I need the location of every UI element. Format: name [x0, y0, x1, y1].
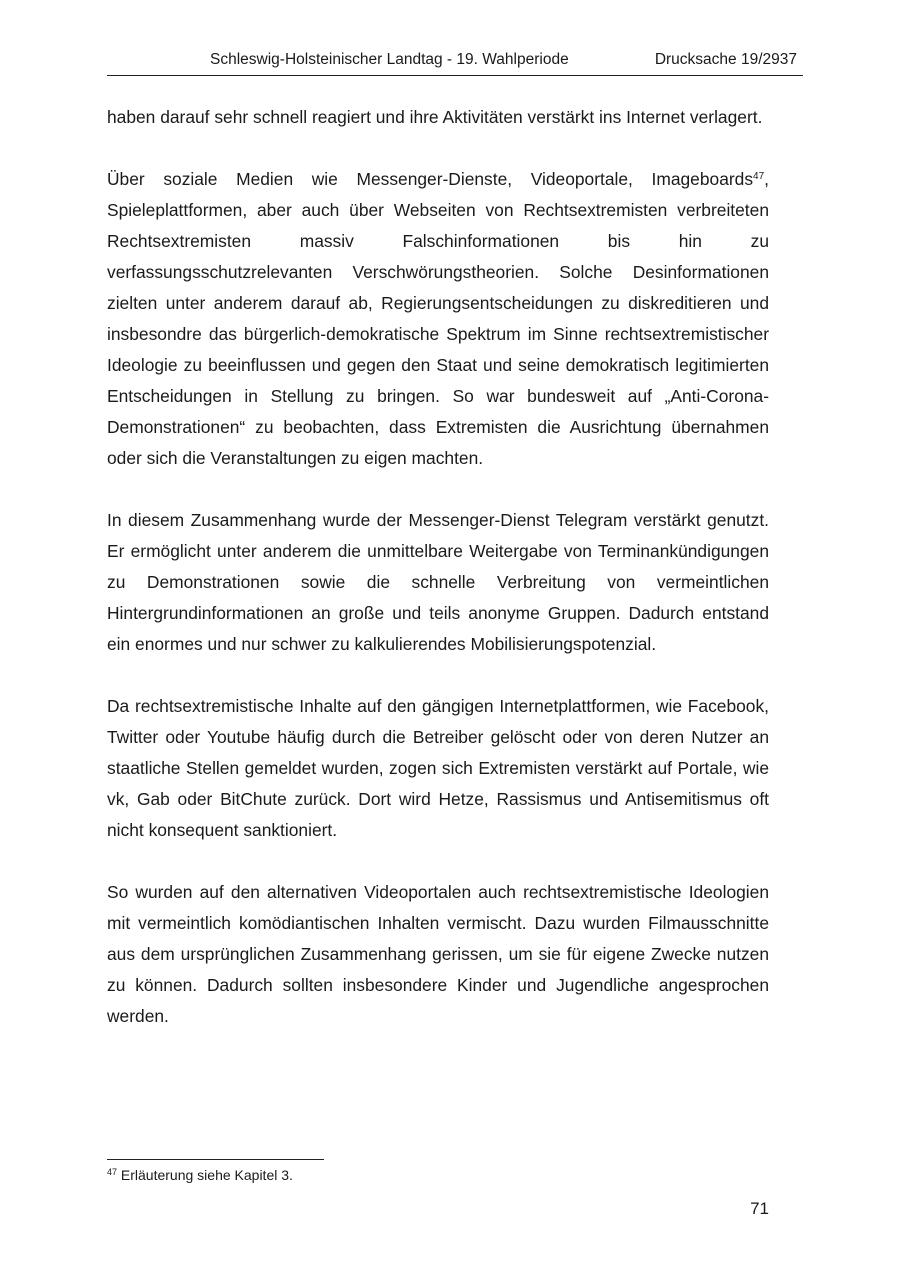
footnote-divider	[107, 1159, 324, 1160]
paragraph-2-text-before: Über soziale Medien wie Messenger-Dienste, Videoportale, Imageboards	[107, 169, 754, 189]
header-title: Schleswig-Holsteinischer Landtag - 19. Wahlperiode	[210, 51, 569, 68]
footnote	[107, 1167, 293, 1183]
footnote-text: Erläuterung siehe Kapitel 3.	[117, 1167, 293, 1183]
paragraph-1: haben darauf sehr schnell reagiert und ihre Aktivitäten verstärkt ins Internet verlagert.	[107, 107, 763, 127]
header-doc-number: Drucksache 19/2937	[654, 51, 797, 68]
paragraph-2	[107, 164, 769, 474]
footnote-number: 47	[107, 1167, 118, 1177]
main-text	[107, 102, 769, 1063]
header-divider	[107, 75, 803, 76]
footnote-reference[interactable]: 47	[753, 171, 765, 182]
page-header	[107, 51, 803, 73]
paragraph-3: In diesem Zusammenhang wurde der Messenger-Dienst Telegram verstärkt genutzt. Er ermöglicht unter anderem die unmittelbare Weitergabe von Terminankündigungen zu Demonstrationen sowie die schnelle Verbreitung von vermeintlichen Hintergrundinformationen an große und teils anonyme Gruppen. Dadurch entstand ein enormes und nur schwer zu kalkulierendes Mobilisierungspotenzial.	[107, 510, 769, 654]
paragraph-2-text-after: , Spieleplattformen, aber auch über Webseiten von Rechtsextremisten verbreiteten Rechtsextremisten massiv Falschinformationen bis hin zu verfassungsschutzrelevanten Verschwörungstheorien. Solche Desinformationen zielten unter anderem darauf ab, Regierungsentscheidungen zu diskreditieren und insbesondre das bürgerlich-demokratische Spektrum im Sinne rechtsextremistischer Ideologie zu beeinflussen und gegen den Staat und seine demokratisch legitimierten Entscheidungen in Stellung zu bringen. So war bundesweit auf „Anti-Corona-Demonstrationen“ zu beobachten, dass Extremisten die Ausrichtung übernahmen oder sich die Veranstaltungen zu eigen machten.	[107, 169, 769, 468]
paragraph-5: So wurden auf den alternativen Videoportalen auch rechtsextremistische Ideologien mit vermeintlich komödiantischen Inhalten vermischt. Dazu wurden Filmausschnitte aus dem ursprünglichen Zusammenhang gerissen, um sie für eigene Zwecke nutzen zu können. Dadurch sollten insbesondere Kinder und Jugendliche angesprochen werden.	[107, 882, 769, 1026]
page-number: 71	[750, 1199, 769, 1218]
paragraph-4: Da rechtsextremistische Inhalte auf den gängigen Internetplattformen, wie Facebook, Twitter oder Youtube häufig durch die Betreiber gelöscht oder von deren Nutzer an staatliche Stellen gemeldet wurden, zogen sich Extremisten verstärkt auf Portale, wie vk, Gab oder BitChute zurück. Dort wird Hetze, Rassismus und Antisemitismus oft nicht konsequent sanktioniert.	[107, 696, 769, 840]
